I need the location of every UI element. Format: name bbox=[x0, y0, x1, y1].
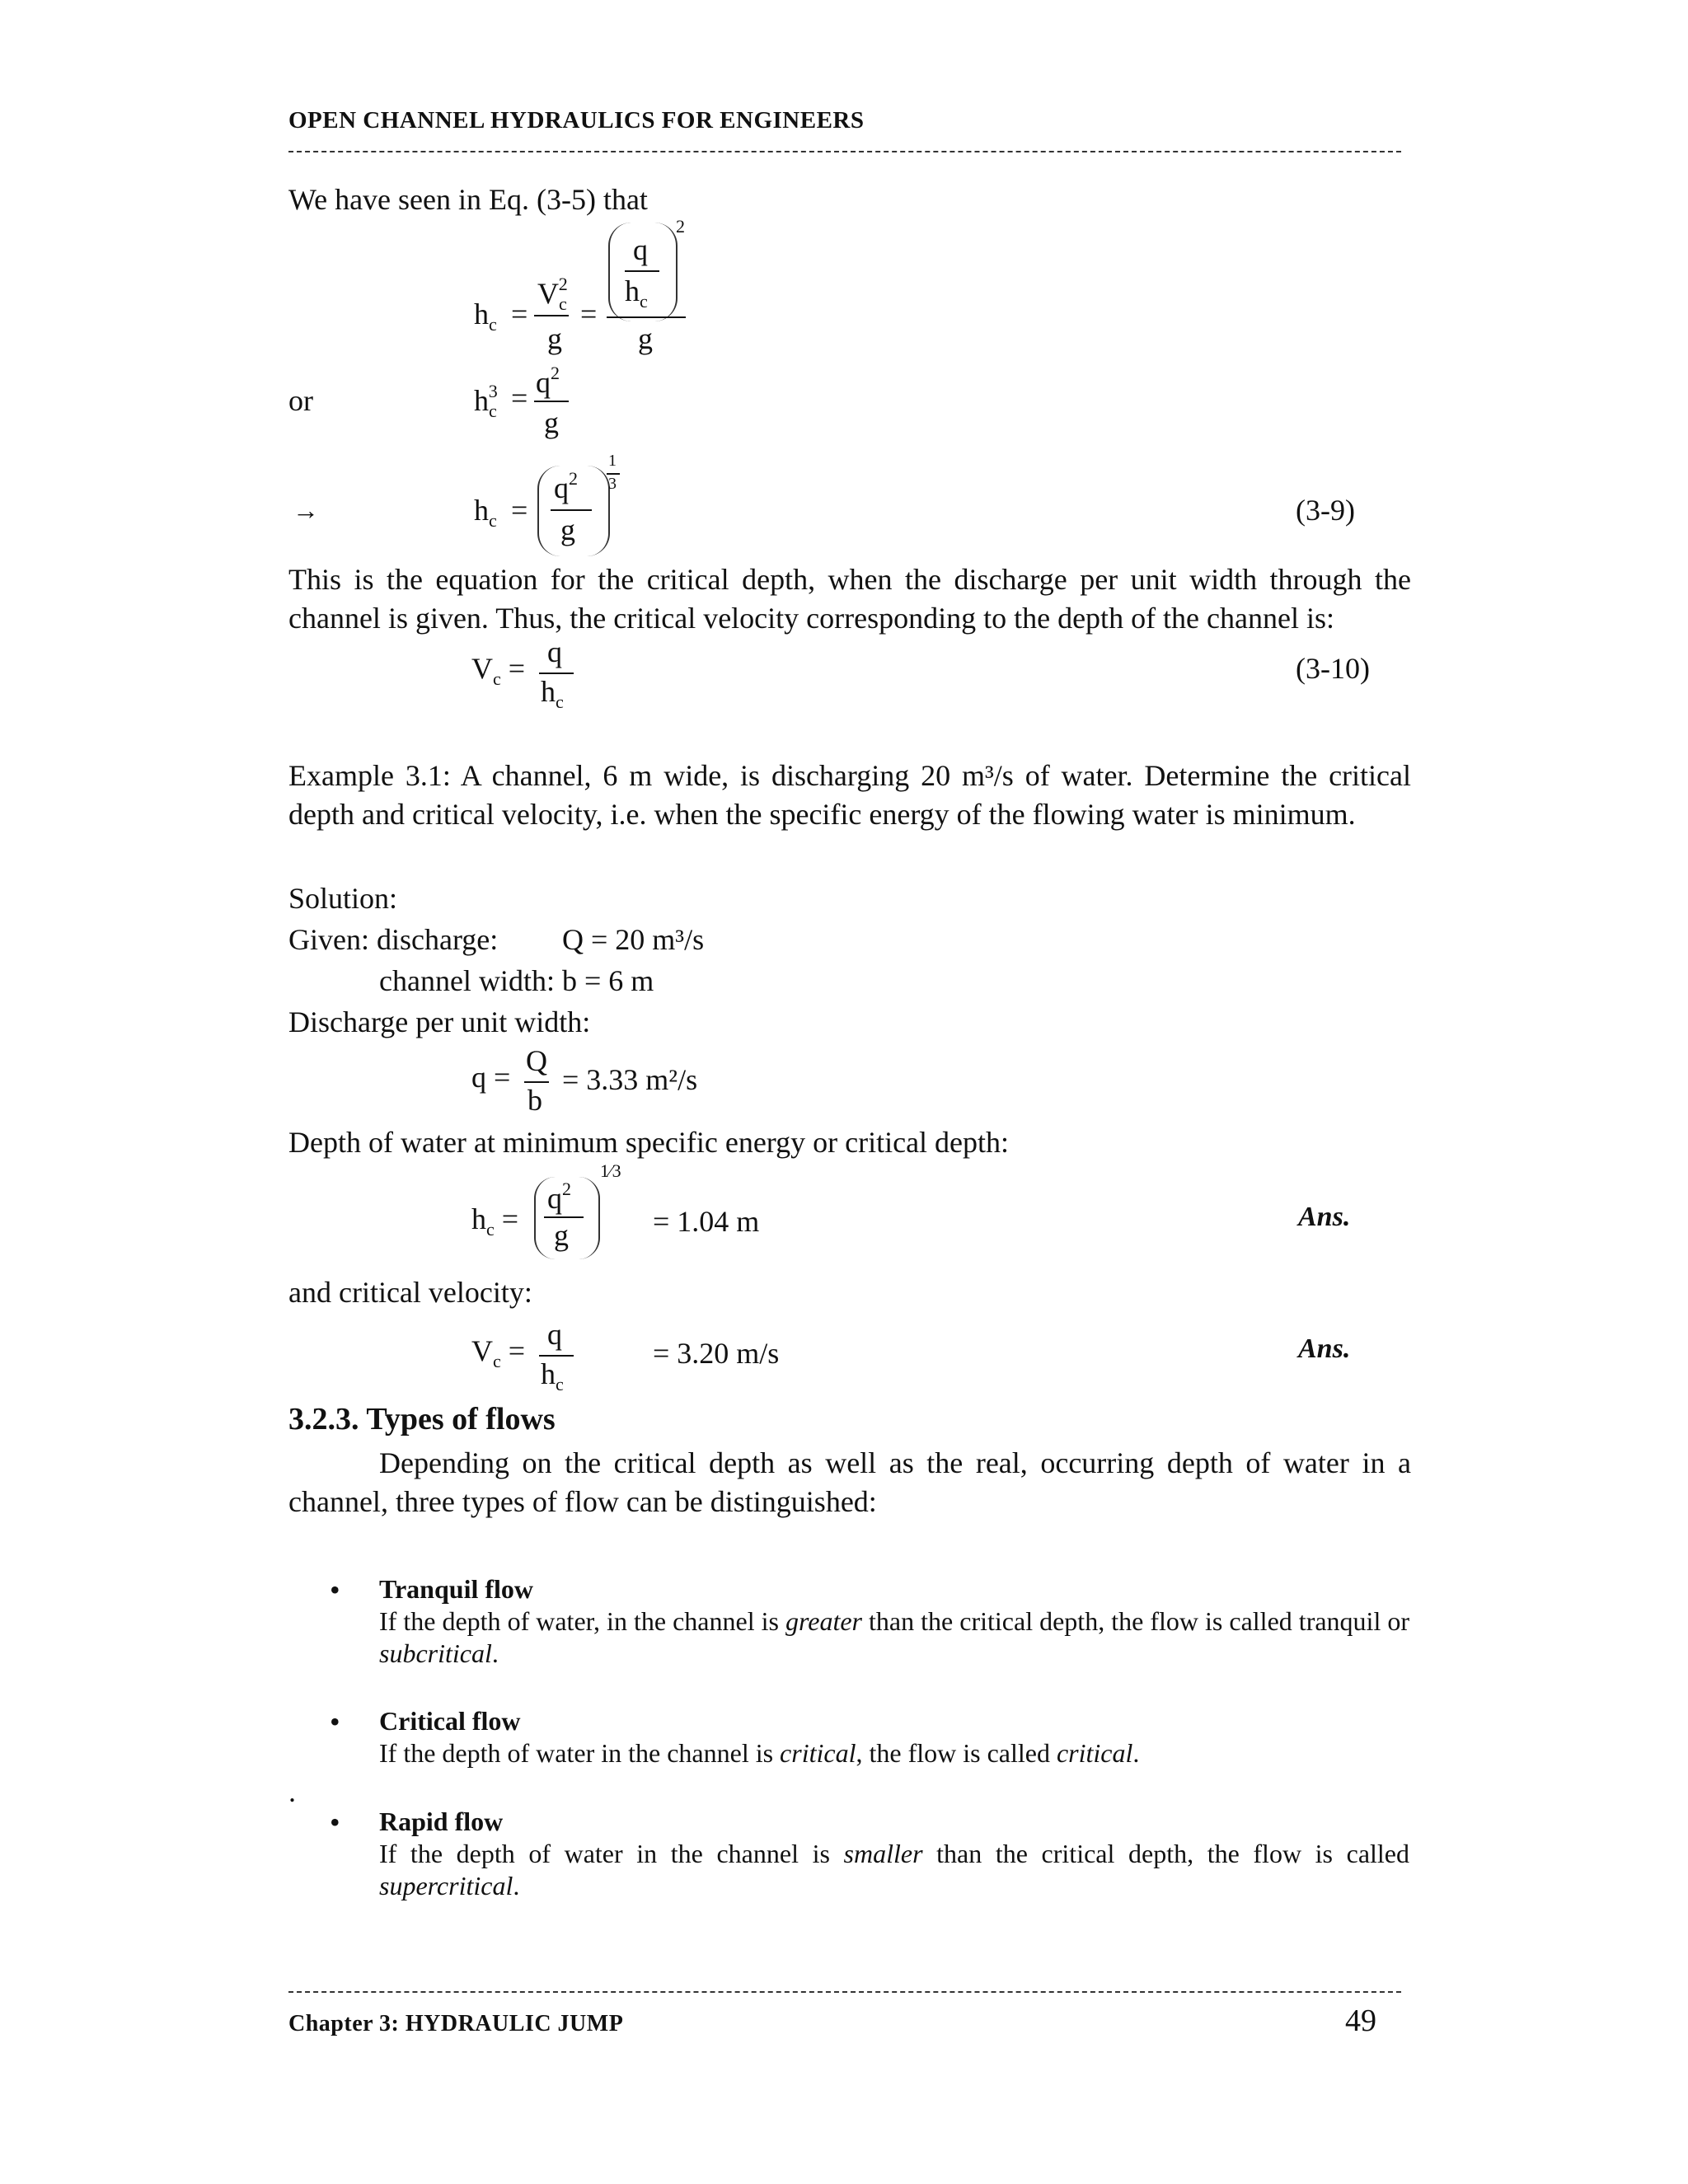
running-header: OPEN CHANNEL HYDRAULICS FOR ENGINEERS bbox=[288, 107, 865, 134]
paragraph-critical-depth: This is the equation for the critical depth, when the discharge per unit width through the channel is given. Thus, the critical velocity corresponding to the depth of the channel is: bbox=[288, 563, 1411, 635]
arrow-icon: → bbox=[293, 495, 319, 525]
bullet-icon: • bbox=[330, 1806, 340, 1839]
intro-text: We have seen in Eq. (3-5) that bbox=[288, 183, 648, 216]
given-discharge-value: Q = 20 m³/s bbox=[562, 923, 705, 956]
velocity-label: and critical velocity: bbox=[288, 1276, 532, 1309]
q-result: = 3.33 m²/s bbox=[562, 1063, 698, 1096]
depth-label: Depth of water at minimum specific energy or critical depth: bbox=[288, 1126, 1010, 1159]
section-heading: 3.2.3. Types of flows bbox=[288, 1402, 556, 1436]
section-intro: Depending on the critical depth as well as the real, occurring depth of water in a channel, three types of flow can be distinguished: bbox=[288, 1446, 1411, 1518]
header-rule bbox=[288, 151, 1401, 152]
item-title: Tranquil flow bbox=[379, 1574, 533, 1604]
footer-chapter: Chapter 3: HYDRAULIC JUMP bbox=[288, 2011, 624, 2036]
answer-marker-hc: Ans. bbox=[1298, 1202, 1351, 1232]
width-label: channel width: bbox=[379, 964, 555, 997]
footer-rule bbox=[288, 1991, 1401, 1993]
vc-result: = 3.20 m/s bbox=[653, 1337, 780, 1370]
bullet-icon: • bbox=[330, 1705, 340, 1738]
stray-dot: . bbox=[288, 1775, 296, 1808]
item-title: Critical flow bbox=[379, 1706, 521, 1736]
solution-label: Solution: bbox=[288, 882, 398, 915]
unit-width-label: Discharge per unit width: bbox=[288, 1005, 591, 1038]
bullet-icon: • bbox=[330, 1573, 340, 1606]
or-label: or bbox=[288, 384, 313, 417]
given-label: Given: discharge: bbox=[288, 923, 499, 956]
item-text: If the depth of water in the channel is critical, the flow is called critical. bbox=[379, 1738, 1140, 1768]
item-text: If the depth of water, in the channel is greater than the critical depth, the flow is called tranquil or subcritical. bbox=[379, 1606, 1410, 1668]
item-title: Rapid flow bbox=[379, 1807, 504, 1836]
hc-result: = 1.04 m bbox=[653, 1205, 760, 1238]
item-text: If the depth of water in the channel is smaller than the critical depth, the flow is called supercritical. bbox=[379, 1839, 1409, 1900]
equation-number-3-10: (3-10) bbox=[1296, 652, 1370, 685]
answer-marker-vc: Ans. bbox=[1298, 1333, 1351, 1364]
example-3-1: Example 3.1: A channel, 6 m wide, is discharging 20 m³/s of water. Determine the critical depth and critical velocity, i.e. when the specific energy of the flowing water is minimum. bbox=[288, 759, 1411, 831]
page-number: 49 bbox=[1345, 2004, 1376, 2038]
equation-number-3-9: (3-9) bbox=[1296, 494, 1355, 527]
width-value: b = 6 m bbox=[562, 964, 654, 997]
